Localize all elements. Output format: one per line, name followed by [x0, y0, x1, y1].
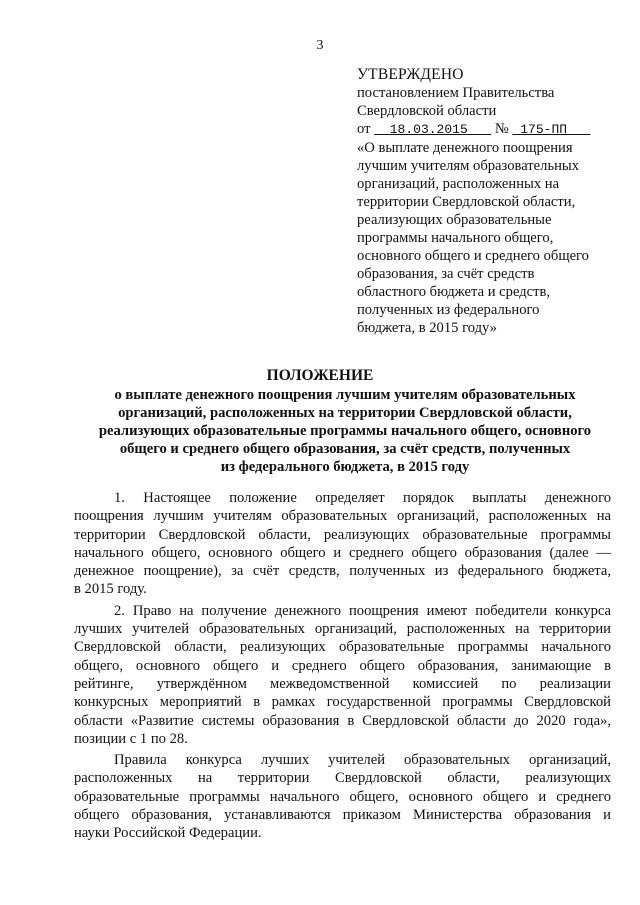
number-prefix: №	[494, 121, 509, 137]
approval-title-line: бюджета, в 2015 году»	[357, 320, 497, 336]
approval-title-line: лучшим учителям образовательных	[357, 158, 580, 174]
decree-number	[512, 122, 590, 137]
decree-date-value: 18.03.2015	[389, 122, 468, 137]
paragraph-line: поощрения лучшим учителям образовательных организаций, расположенных на	[74, 508, 611, 525]
approval-title-line: образования, за счёт средств	[357, 266, 535, 282]
page-number: 3	[316, 38, 324, 53]
paragraph-line: науки Российской Федерации.	[74, 825, 262, 842]
paragraph-line: 1. Настоящее положение определяет порядок выплаты денежного	[114, 490, 611, 506]
paragraph-line: Правила конкурса лучших учителей образовательных организаций,	[114, 752, 611, 769]
paragraph-3	[74, 751, 611, 842]
paragraph-line: образовательные программы начального общего, основного общего и среднего	[74, 788, 611, 805]
approval-title-line: территории Свердловской области,	[357, 194, 576, 210]
approval-title-line: основного общего и среднего общего	[357, 248, 589, 264]
paragraph-line: расположенных на территории Свердловской области, реализующих	[74, 770, 611, 787]
paragraph-line: позиции с 1 по 28.	[74, 730, 188, 747]
approval-line-1: постановлением Правительства	[357, 85, 555, 101]
document-subtitle	[92, 386, 598, 476]
paragraph-2	[74, 602, 611, 748]
approval-heading: УТВЕРЖДЕНО	[357, 66, 464, 83]
decree-date	[374, 122, 491, 137]
paragraph-line: денежное поощрение), за счёт средств, полученных из федерального бюджета,	[74, 563, 611, 580]
paragraph-1	[74, 489, 611, 599]
paragraph-line: лучших учителей образовательных организаций, расположенных на территории	[74, 621, 611, 638]
approval-title-line: реализующих образовательные	[357, 212, 552, 228]
approval-title-line: «О выплате денежного поощрения	[357, 140, 573, 156]
paragraph-line: области «Развитие системы образования в Свердловской области до 2020 года»,	[74, 712, 611, 729]
approval-title-line: областного бюджета и средств,	[357, 284, 551, 300]
approval-date-number-line	[357, 120, 627, 139]
document-body	[74, 489, 611, 846]
approval-block	[357, 66, 627, 337]
document-title: ПОЛОЖЕНИЕ	[266, 367, 374, 384]
paragraph-line: конкурсных мероприятий в рамках государственной программы Свердловской	[74, 694, 611, 711]
approval-title-line: организаций, расположенных на	[357, 176, 560, 192]
subtitle-line: реализующих образовательные программы начального общего, основного	[98, 423, 592, 439]
paragraph-line: общего, основного общего и среднего общего образования, занимающие в	[74, 657, 611, 674]
approval-line-2: Свердловской области	[357, 103, 497, 119]
date-prefix: от	[357, 121, 371, 137]
paragraph-line: в 2015 году.	[74, 581, 147, 598]
subtitle-line: о выплате денежного поощрения лучшим учителям образовательных	[114, 387, 576, 403]
subtitle-line: организаций, расположенных на территории Свердловской области,	[118, 405, 572, 421]
approval-title-line: программы начального общего,	[357, 230, 554, 246]
paragraph-line: рейтинге, утверждённом межведомственной комиссией по реализации	[74, 675, 611, 692]
paragraph-line: начального общего, основного общего и среднего общего образования (далее —	[74, 544, 611, 561]
decree-number-value: 175-ПП	[520, 122, 568, 137]
approval-title-line: полученных из федерального	[357, 302, 540, 318]
paragraph-line: общего образования, устанавливаются приказом Министерства образования и	[74, 807, 611, 824]
subtitle-line: из федерального бюджета, в 2015 году	[220, 459, 470, 475]
subtitle-line: общего и среднего общего образования, за счёт средств, полученных	[119, 441, 571, 457]
paragraph-line: Свердловской области, реализующих образовательные программы начального	[74, 639, 611, 656]
paragraph-line: территории Свердловской области, реализующих образовательные программы	[74, 526, 611, 543]
paragraph-line: 2. Право на получение денежного поощрения имеют победители конкурса	[114, 602, 611, 619]
